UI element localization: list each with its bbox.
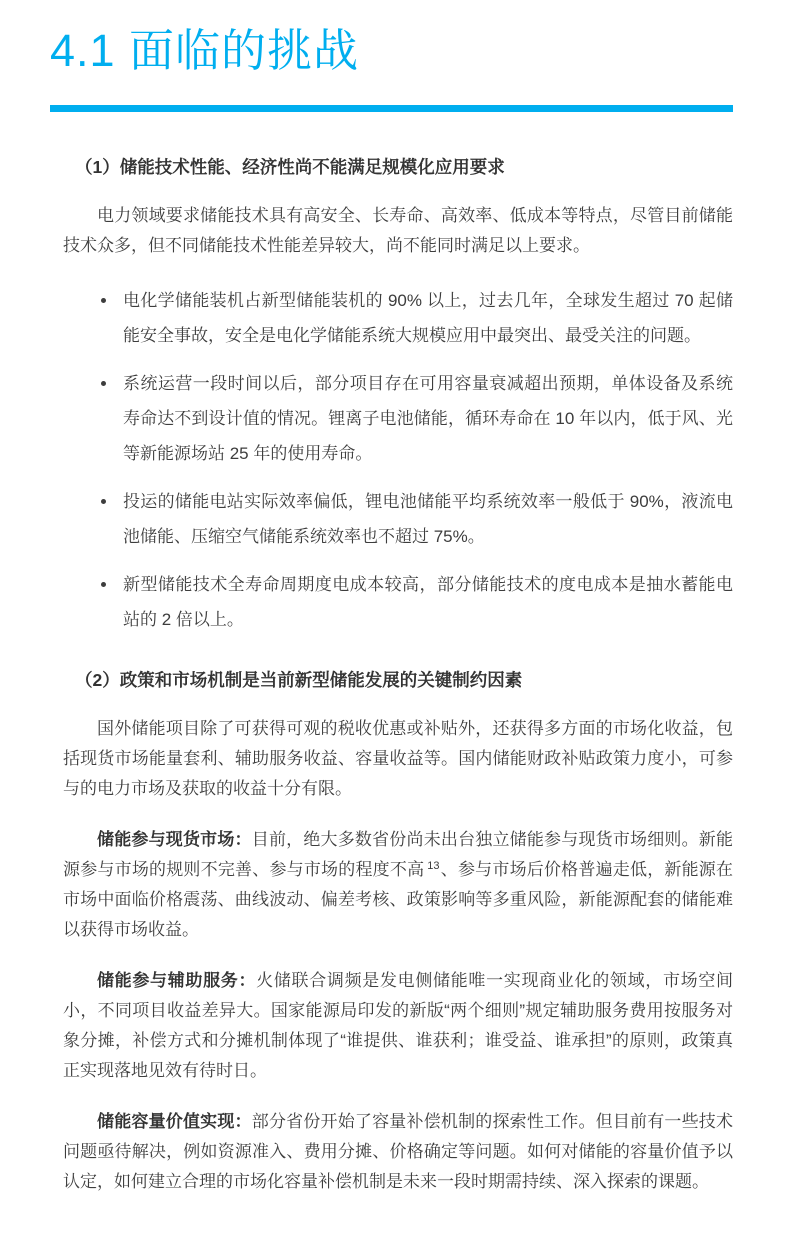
paragraph-ancillary-services [63, 966, 733, 1086]
title-underline-bar [50, 105, 733, 112]
section-2-heading: （2）政策和市场机制是当前新型储能发展的关键制约因素 [75, 670, 523, 691]
bullet-dot-icon [101, 381, 106, 386]
bullet-text: 系统运营一段时间以后，部分项目存在可用容量衰减超出预期，单体设备及系统寿命达不到设计值的情况。锂离子电池储能，循环寿命在 10 年以内，低于风、光等新能源场站 25 年的使用寿命。 [123, 374, 733, 464]
paragraph-spot-market [63, 825, 733, 945]
paragraph-label: 储能参与现货市场： [97, 830, 252, 850]
bullet-item [100, 283, 733, 353]
paragraph-text: 目前，绝大多数省份尚未出台独立储能参与现货市场细则。新能源参与市场的规则不完善、参与市场的程度不高 [63, 830, 733, 880]
section-2-intro: 国外储能项目除了可获得可观的税收优惠或补贴外，还获得多方面的市场化收益，包括现货市场能量套利、辅助服务收益、容量收益等。国内储能财政补贴政策力度小，可参与的电力市场及获取的收益十分有限。 [63, 719, 733, 799]
section-1-bullet-list [63, 283, 733, 637]
bullet-text: 新型储能技术全寿命周期度电成本较高，部分储能技术的度电成本是抽水蓄能电站的 2 倍以上。 [123, 575, 733, 630]
paragraph-text: 火储联合调频是发电侧储能唯一实现商业化的领域，市场空间小，不同项目收益差异大。国家能源局印发的新版“两个细则”规定辅助服务费用按服务对象分摊，补偿方式和分摊机制体现了“谁提供、谁获利；谁受益、谁承担”的原则，政策真正实现落地见效有待时日。 [63, 971, 733, 1081]
bullet-text: 投运的储能电站实际效率偏低，锂电池储能平均系统效率一般低于 90%，液流电池储能、压缩空气储能系统效率也不超过 75%。 [123, 492, 733, 547]
page-title: 4.1 面临的挑战 [50, 25, 360, 76]
bullet-item [100, 567, 733, 637]
section-1-intro: 电力领域要求储能技术具有高安全、长寿命、高效率、低成本等特点，尽管目前储能技术众多，但不同储能技术性能差异较大，尚不能同时满足以上要求。 [63, 206, 733, 256]
bullet-item [100, 484, 733, 554]
bullet-text: 电化学储能装机占新型储能装机的 90% 以上，过去几年，全球发生超过 70 起储能安全事故，安全是电化学储能系统大规模应用中最突出、最受关注的问题。 [123, 291, 733, 346]
paragraph-capacity-value [63, 1107, 733, 1197]
paragraph-text: 部分省份开始了容量补偿机制的探索性工作。但目前有一些技术问题亟待解决，例如资源准入、费用分摊、价格确定等问题。如何对储能的容量价值予以认定，如何建立合理的市场化容量补偿机制是未来一段时期需持续、深入探索的课题。 [63, 1112, 733, 1192]
bullet-dot-icon [101, 582, 106, 587]
paragraph-text: 、参与市场后价格普遍走低，新能源在市场中面临价格震荡、曲线波动、偏差考核、政策影响等多重风险，新能源配套的储能难以获得市场收益。 [63, 860, 734, 940]
footnote-ref-13: 13 [427, 859, 440, 872]
page-content [63, 154, 733, 1197]
bullet-item [100, 366, 733, 471]
paragraph-label: 储能参与辅助服务： [97, 971, 257, 991]
bullet-dot-icon [101, 298, 106, 303]
paragraph-label: 储能容量价值实现： [97, 1112, 252, 1132]
section-1-heading: （1）储能技术性能、经济性尚不能满足规模化应用要求 [75, 157, 505, 178]
bullet-dot-icon [101, 499, 106, 504]
